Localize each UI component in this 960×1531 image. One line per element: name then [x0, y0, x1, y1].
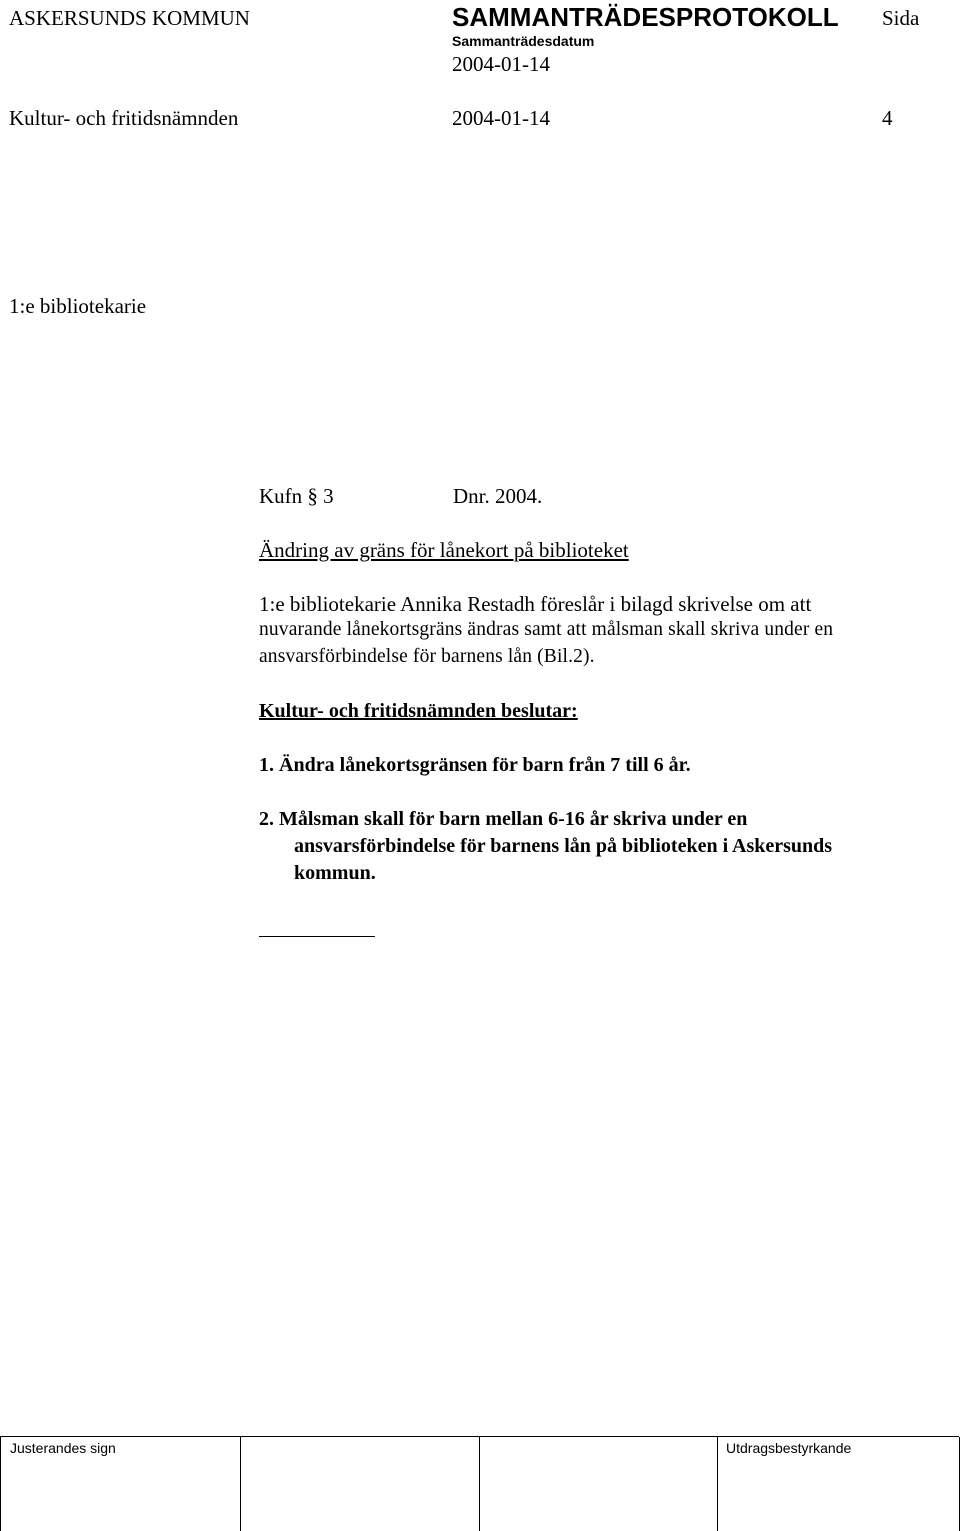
section-heading: Ändring av gräns för lånekort på biblioteket: [259, 538, 629, 562]
body-line-1: 1:e bibliotekarie Annika Restadh föreslår i bilagd skrivelse om att: [259, 592, 812, 616]
document-title: SAMMANTRÄDESPROTOKOLL: [452, 2, 839, 32]
decision-item-2-cont-1: ansvarsförbindelse för barnens lån på biblioteken i Askersunds: [294, 835, 833, 857]
utdragsbestyrkande-label: Utdragsbestyrkande: [726, 1440, 852, 1456]
case-dnr: Dnr. 2004.: [453, 484, 543, 508]
decision-item-2: 2. Målsman skall för barn mellan 6-16 år skriva under en: [259, 808, 748, 830]
body-line-3: ansvarsförbindelse för barnens lån (Bil.2).: [259, 646, 595, 667]
decision-heading: Kultur- och fritidsnämnden beslutar:: [259, 700, 578, 722]
meeting-date: 2004-01-14: [452, 52, 550, 76]
organization-name: ASKERSUNDS KOMMUN: [9, 6, 250, 30]
meeting-date-label: Sammanträdesdatum: [452, 33, 595, 49]
signature-cell-3: [479, 1437, 718, 1531]
board-date: 2004-01-14: [452, 106, 550, 130]
decision-item-2-cont-2: kommun.: [294, 862, 376, 884]
body-line-2: nuvarande lånekortsgräns ändras samt att målsman skall skriva under en: [259, 619, 834, 640]
signature-cell-1: [0, 1437, 241, 1531]
signature-cell-4: [717, 1437, 960, 1531]
signature-cell-2: [240, 1437, 480, 1531]
signature-table: [0, 1436, 959, 1531]
page-label: Sida: [882, 6, 920, 30]
separator-rule: [259, 936, 375, 937]
page-number: 4: [882, 106, 893, 130]
justerandes-sign-label: Justerandes sign: [10, 1440, 116, 1456]
decision-item-1: 1. Ändra lånekortsgränsen för barn från 7 till 6 år.: [259, 754, 691, 776]
distribution-role: 1:e bibliotekarie: [9, 294, 147, 318]
case-number: Kufn § 3: [259, 484, 334, 508]
board-name: Kultur- och fritidsnämnden: [9, 106, 239, 130]
